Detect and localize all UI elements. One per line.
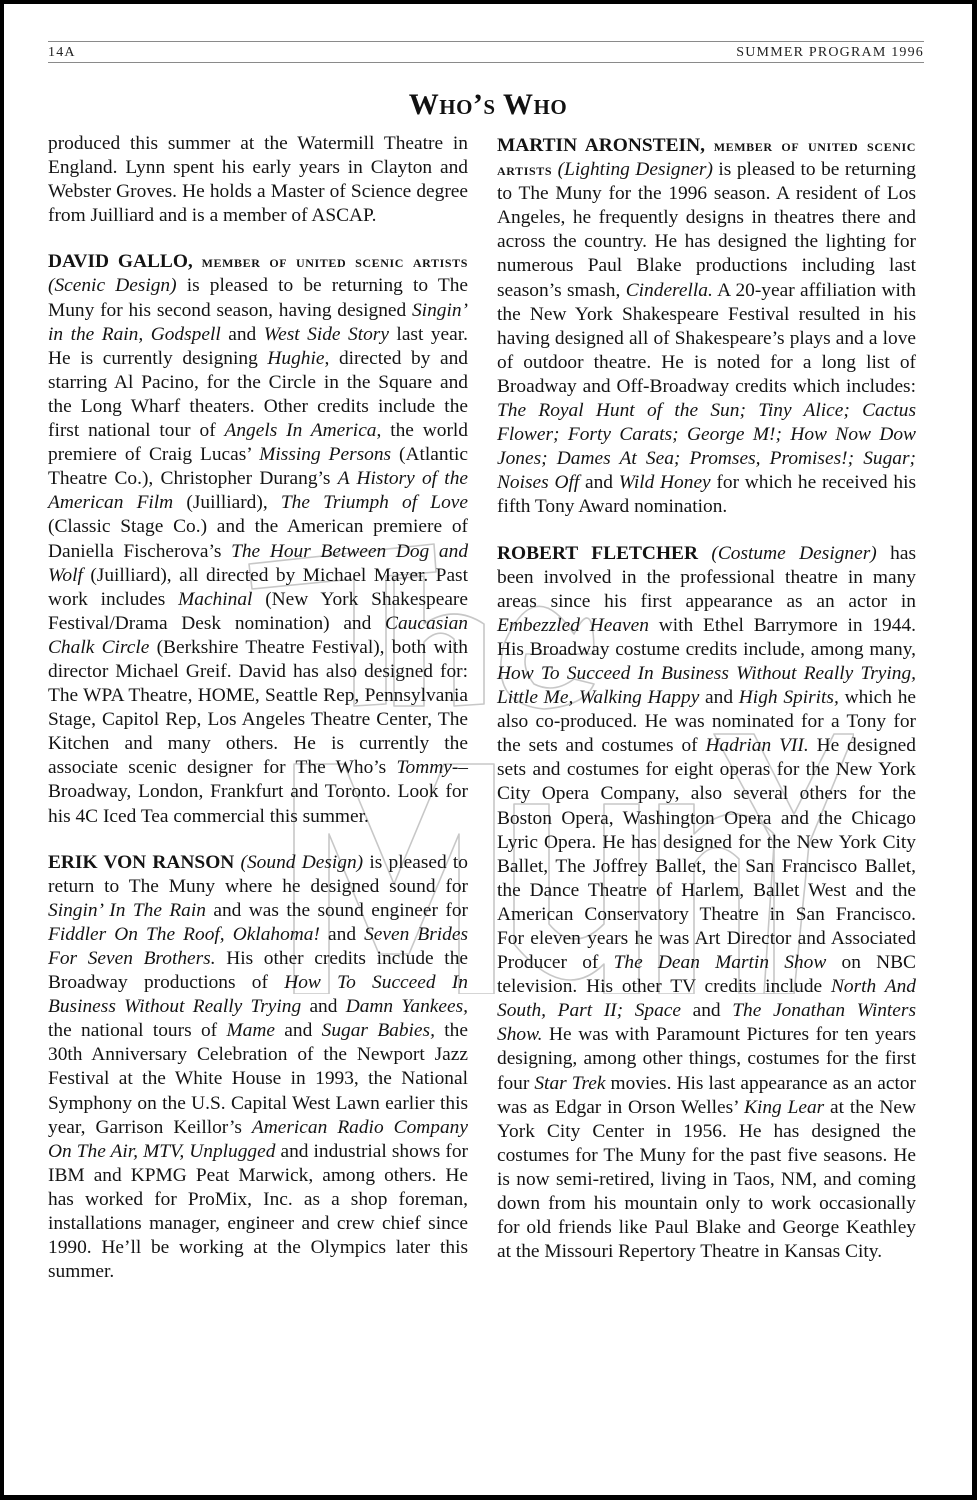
bio-text: last year. He is currently designing: [48, 323, 468, 369]
bio-text: at the New York City Center in 1956. He has designed the costumes for The Muny for the past five seasons. He is now semi-retired, living in Taos, NM, and coming down from his mountain only to work occasionally for old friends like Paul Blake and George Keathley at the Missouri Repertory Theatre in Kansas City.: [497, 1096, 917, 1263]
italic-title: (Costume Designer): [711, 542, 877, 564]
bio-text: with Ethel Barrymore in 1944. His Broadway costume credits include, among many,: [497, 614, 916, 660]
bio-name: DAVID GALLO,: [48, 251, 202, 273]
italic-title: Cinderella.: [625, 279, 713, 301]
bio-text: His other credits include the Broadway productions of: [48, 948, 468, 994]
italic-title: (Lighting Designer): [557, 159, 713, 181]
italic-title: American Radio Company On The Air, MTV, Unplugged: [48, 1116, 468, 1162]
bio-text: is pleased to return to The Muny where he designed sound for: [48, 851, 468, 897]
bio-text: and: [301, 996, 346, 1018]
italic-title: How To Succeed In Business Without Really Trying: [48, 972, 468, 1018]
bio-martin-aronstein: [497, 134, 916, 520]
bio-text: A 20-year affiliation with the New York Shakespeare Festival resulted in his having designed all of Shakespeare’s plays and a love of outdoor theatre. He is noted for a long list of Broadway and Off-Broadway credits which includes:: [497, 279, 917, 397]
bio-text: which he also co-produced. He was nominated for a Tony for the sets and costumes of: [497, 687, 917, 757]
italic-title: (Sound Design): [240, 851, 364, 873]
bio-text: on NBC television. His other TV credits include: [497, 952, 916, 998]
bio-text: has been involved in the professional theatre in many areas since his first appearance as an actor in: [497, 542, 917, 612]
italic-title: Hughie: [267, 347, 325, 369]
bio-text: is pleased to be returning to The Muny for the 1996 season. A resident of Los Angeles, he frequently designs in theatres there and across the country. He has designed the lighting for numerous Paul Blake productions including last season’s smash,: [497, 159, 916, 301]
bio-text: (Atlantic Theatre Co.), Christopher Durang’s: [48, 444, 468, 490]
italic-title: West Side Story: [263, 323, 389, 345]
bio-text: and was the sound engineer for: [205, 899, 468, 921]
italic-title: North And South, Part II; Space: [497, 976, 916, 1022]
italic-title: Embezzled Heaven: [497, 614, 649, 636]
italic-title: (Scenic Design): [48, 275, 177, 297]
bio-text: and: [274, 1020, 322, 1042]
bio-text: He designed sets and costumes for eight operas for the New York City Opera Company, also several others for the Boston Opera, Washington Opera and the Chicago Lyric Opera. He has designed for the New York City Ballet, The Joffrey Ballet, the San Francisco Ballet, the Dance Theatre of Harlem, Ballet West and the American Conservatory Theatre in San Francisco. For eleven years he was Art Director and Associated Producer of: [497, 735, 916, 974]
bio-david-gallo: [48, 250, 468, 828]
header-rule-bottom: [48, 62, 924, 63]
page-number: 14A: [48, 45, 76, 60]
bio-name: ROBERT FLETCHER: [497, 542, 698, 564]
italic-title: The Hour Between Dog and Wolf: [48, 540, 469, 586]
bio-text: , directed by and starring Al Pacino, for the Circle in the Square and the Long Wharf theaters. Other credits include the first national tour of: [48, 347, 468, 442]
italic-title: A History of the American Film: [48, 468, 468, 514]
bio-text: (Juilliard),: [173, 492, 281, 514]
bio-text: [698, 543, 711, 564]
column-left: [48, 132, 468, 1306]
bio-affiliation: member of united scenic artists: [201, 252, 468, 272]
italic-title: High Spirits,: [738, 687, 839, 709]
bio-text: and: [319, 923, 365, 945]
bio-text: (New York Shakespeare Festival/Drama Desk nomination) and: [48, 588, 468, 634]
bio-erik-von-ranson: [48, 851, 468, 1285]
italic-title: Wild Honey: [618, 472, 711, 494]
bio-affiliation: member of united scenic artists: [497, 136, 916, 180]
bio-text: -– Broadway, London, Frankfurt and Toronto. Look for his 4C Iced Tea commercial this summer.: [48, 757, 468, 827]
bio-robert-fletcher: [497, 542, 916, 1265]
italic-title: Angels In America: [224, 420, 377, 442]
bio-text: the 30th Anniversary Celebration of the Newport Jazz Festival at the White House in 1993, the National Symphony on the U.S. Capital West Lawn earlier this year, Garrison Keillor’s: [48, 1020, 468, 1138]
bio-text: produced this summer at the Watermill Theatre in England. Lynn spent his early years in Clayton and Webster Groves. He holds a Master of Science degree from Juilliard and is a member of ASCAP.: [48, 133, 468, 227]
bio-text: and: [699, 687, 739, 709]
italic-title: Damn Yankees,: [345, 996, 468, 1018]
italic-title: Seven Brides For Seven Brothers.: [48, 923, 469, 969]
italic-title: The Dean Martin Show: [613, 952, 827, 974]
italic-title: The Jonathan Winters Show.: [497, 1000, 916, 1046]
bio-text: the national tours of: [48, 1020, 227, 1042]
italic-title: Singin’ in the Rain, Godspell: [48, 299, 468, 345]
publication-name: SUMMER PROGRAM 1996: [736, 45, 924, 60]
italic-title: How To Succeed In Business Without Really Trying, Little Me, Walking Happy: [497, 662, 916, 709]
bio-text: (Berkshire Theatre Festival), both with director Michael Greif. David has also designed for: The WPA Theatre, HOME, Seattle Rep, Pennsylvania Stage, Capitol Rep, Los Angeles Theatre Center, The Kitchen and many others. He is currently the associate scenic designer for The Who’s: [48, 636, 468, 779]
italic-title: Caucasian Chalk Circle: [48, 612, 468, 658]
italic-title: Tommy: [396, 757, 452, 779]
italic-title: Star Trek: [534, 1072, 606, 1094]
italic-title: Sugar Babies,: [321, 1020, 435, 1042]
bio-text: (Classic Stage Co.) and the American premiere of Daniella Fischerova’s: [48, 516, 468, 562]
bio-text: is pleased to be returning to The Muny for his second season, having designed: [48, 275, 468, 321]
italic-title: Machinal: [178, 588, 253, 610]
bio-text: for which he received his fifth Tony Award nomination.: [497, 472, 917, 518]
bio-text: and industrial shows for IBM and KPMG Peat Marwick, among others. He has worked for ProMix, Inc. as a shop foreman, installations manager, engineer and crew chief since 1990. He’ll be working at the Olympics later this summer.: [48, 1140, 468, 1283]
bio-text: and: [681, 1000, 733, 1022]
program-page: [4, 4, 972, 1495]
bio-text: (Juilliard), all directed by Michael Mayer. Past work includes: [48, 564, 468, 610]
header-rule-top: [48, 41, 924, 42]
column-right: [497, 134, 916, 1286]
italic-title: Fiddler On The Roof, Oklahoma!: [48, 923, 320, 945]
bio-name: MARTIN ARONSTEIN,: [497, 135, 714, 156]
italic-title: The Triumph of Love: [280, 492, 468, 514]
section-title: Who’s Who: [408, 88, 568, 121]
italic-title: Mame: [226, 1020, 275, 1042]
italic-title: Missing Persons: [259, 444, 392, 466]
italic-title: Singin’ In The Rain: [48, 899, 206, 921]
bio-name: ERIK VON RANSON: [48, 851, 235, 873]
bio-text: movies. His last appearance as an actor was as Edgar in Orson Welles’: [497, 1072, 916, 1118]
bio-text: and: [220, 323, 264, 345]
running-head: [48, 44, 924, 62]
bio-text: and: [579, 472, 619, 494]
bio-lynn-continued: [48, 132, 468, 228]
italic-title: The Royal Hunt of the Sun; Tiny Alice; Cactus Flower; Forty Carats; George M!; How Now Dow Jones; Dames At Sea; Promses, Promises!; Sugar; Noises Off: [497, 400, 916, 494]
italic-title: King Lear: [744, 1096, 825, 1118]
italic-title: Hadrian VII.: [705, 735, 809, 757]
bio-text: , the world premiere of Craig Lucas’: [48, 420, 468, 466]
bio-text: He was with Paramount Pictures for ten years designing, among other things, costumes for the first four: [497, 1024, 916, 1094]
